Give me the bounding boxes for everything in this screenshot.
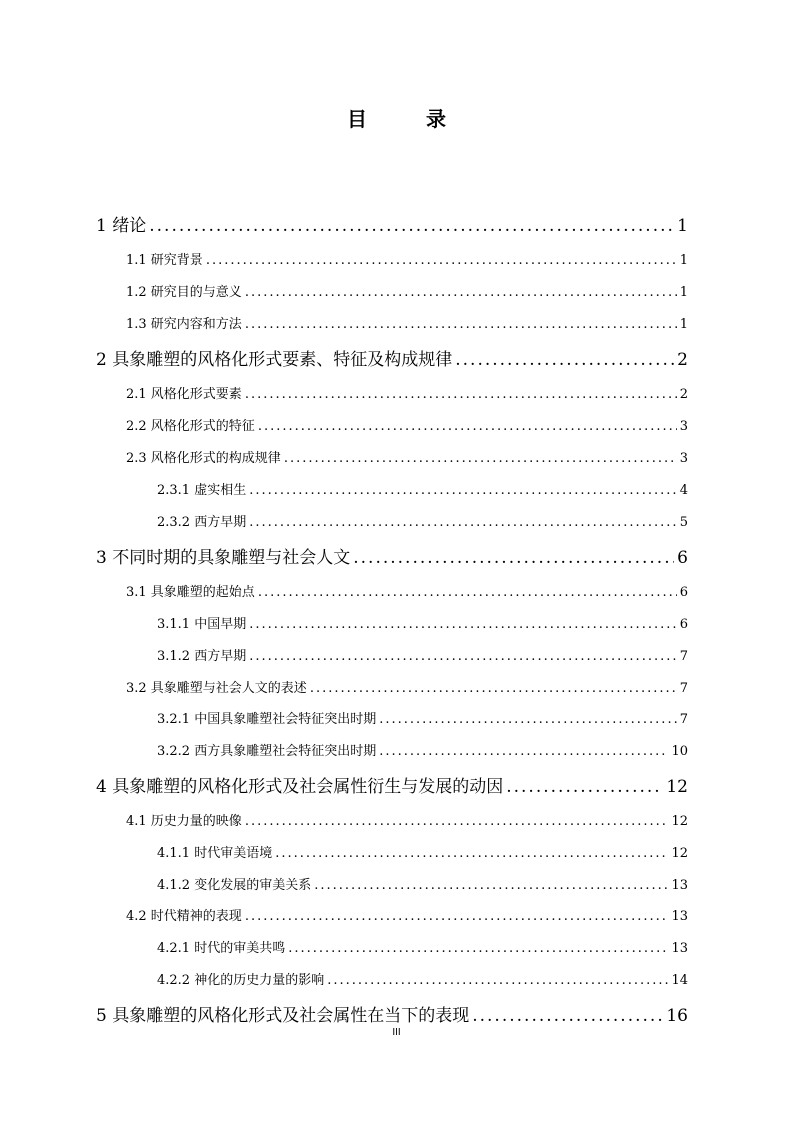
toc-entry-page: 12 xyxy=(671,814,688,829)
dot-leader xyxy=(249,649,677,664)
dot-leader xyxy=(310,681,677,696)
toc-entry[interactable] xyxy=(126,905,688,924)
toc-entry-label: 1.2 研究目的与意义 xyxy=(126,285,242,300)
page-number: III xyxy=(392,1027,401,1038)
toc-entry-page: 1 xyxy=(679,317,688,332)
dot-leader xyxy=(472,1006,663,1026)
toc-entry[interactable] xyxy=(96,543,688,568)
toc-entry-page: 7 xyxy=(679,681,688,696)
dot-leader xyxy=(455,350,674,370)
toc-entry-page: 2 xyxy=(679,387,688,402)
toc-entry-label: 4 具象雕塑的风格化形式及社会属性衍生与发展的动因 xyxy=(96,777,504,797)
toc-entry-page: 6 xyxy=(677,548,688,568)
toc-entry-page: 2 xyxy=(677,350,688,370)
toc-entry-page: 12 xyxy=(671,846,688,861)
toc-entry-label: 3.2 具象雕塑与社会人文的表述 xyxy=(126,681,307,696)
toc-entry-page: 1 xyxy=(677,216,688,236)
dot-leader xyxy=(245,387,677,402)
dot-leader xyxy=(249,483,677,498)
toc-entry[interactable] xyxy=(126,313,688,332)
toc-entry-label: 2.3.1 虚实相生 xyxy=(157,483,247,498)
toc-entry[interactable] xyxy=(96,1001,688,1026)
toc-entry-label: 4.1.2 变化发展的审美关系 xyxy=(157,878,312,893)
toc-entry-label: 2.2 风格化形式的特征 xyxy=(126,419,255,434)
page-title: 目 录 xyxy=(347,107,472,131)
dot-leader xyxy=(314,878,668,893)
toc-entry[interactable] xyxy=(126,581,688,600)
toc-entry[interactable] xyxy=(157,479,688,498)
toc-entry[interactable] xyxy=(157,874,688,893)
toc-entry-label: 1.1 研究背景 xyxy=(126,253,203,268)
dot-leader xyxy=(288,941,668,956)
dot-leader xyxy=(245,909,669,924)
toc-entry-page: 5 xyxy=(679,515,688,530)
toc-entry-label: 2.3.2 西方早期 xyxy=(157,515,247,530)
toc-entry-page: 13 xyxy=(671,878,688,893)
toc-entry-label: 4.2.2 神化的历史力量的影响 xyxy=(157,973,325,988)
toc-entry-page: 4 xyxy=(679,483,688,498)
toc-entry-label: 4.2.1 时代的审美共鸣 xyxy=(157,941,286,956)
toc-entry[interactable] xyxy=(157,613,688,632)
toc-entry-page: 13 xyxy=(671,909,688,924)
dot-leader xyxy=(327,973,668,988)
toc-entry-label: 5 具象雕塑的风格化形式及社会属性在当下的表现 xyxy=(96,1006,470,1026)
toc-entry[interactable] xyxy=(126,415,688,434)
dot-leader xyxy=(284,451,677,466)
toc-entry-page: 6 xyxy=(679,617,688,632)
dot-leader xyxy=(245,285,677,300)
toc-entry[interactable] xyxy=(126,383,688,402)
toc-entry-page: 13 xyxy=(671,941,688,956)
dot-leader xyxy=(206,253,677,268)
toc-entry-page: 3 xyxy=(679,419,688,434)
toc-entry[interactable] xyxy=(157,740,688,759)
dot-leader xyxy=(353,548,674,568)
toc-entry-label: 3.2.2 西方具象雕塑社会特征突出时期 xyxy=(157,744,377,759)
dot-leader xyxy=(245,814,669,829)
dot-leader xyxy=(245,317,677,332)
toc-entry-page: 1 xyxy=(679,285,688,300)
toc-entry-label: 2.1 风格化形式要素 xyxy=(126,387,242,402)
toc-entry-label: 4.2 时代精神的表现 xyxy=(126,909,242,924)
toc-entry[interactable] xyxy=(157,842,688,861)
toc-entry-page: 7 xyxy=(679,712,688,727)
dot-leader xyxy=(249,515,677,530)
toc-entry-label: 4.1.1 时代审美语境 xyxy=(157,846,273,861)
toc-entry-label: 1.3 研究内容和方法 xyxy=(126,317,242,332)
toc-entry[interactable] xyxy=(157,511,688,530)
toc-entry-label: 3 不同时期的具象雕塑与社会人文 xyxy=(96,548,351,568)
toc-entry[interactable] xyxy=(126,810,688,829)
toc-entry[interactable] xyxy=(96,772,688,797)
dot-leader xyxy=(379,744,668,759)
toc-entry[interactable] xyxy=(126,677,688,696)
toc-entry-label: 2.3 风格化形式的构成规律 xyxy=(126,451,281,466)
toc-entry[interactable] xyxy=(126,447,688,466)
toc-entry-page: 12 xyxy=(666,777,688,797)
dot-leader xyxy=(379,712,677,727)
toc-entry-label: 3.1.2 西方早期 xyxy=(157,649,247,664)
toc-entry[interactable] xyxy=(157,708,688,727)
toc-entry-label: 3.2.1 中国具象雕塑社会特征突出时期 xyxy=(157,712,377,727)
toc-entry-page: 16 xyxy=(666,1006,688,1026)
toc-entry[interactable] xyxy=(126,281,688,300)
toc-entry[interactable] xyxy=(126,249,688,268)
dot-leader xyxy=(275,846,668,861)
dot-leader xyxy=(258,419,677,434)
toc-entry[interactable] xyxy=(157,969,688,988)
dot-leader xyxy=(506,777,663,797)
toc-entry-label: 4.1 历史力量的映像 xyxy=(126,814,242,829)
dot-leader xyxy=(149,216,674,236)
dot-leader xyxy=(249,617,677,632)
toc-entry[interactable] xyxy=(96,345,688,370)
toc-entry[interactable] xyxy=(96,211,688,236)
toc-entry-page: 3 xyxy=(679,451,688,466)
toc-entry[interactable] xyxy=(157,937,688,956)
toc-entry-label: 2 具象雕塑的风格化形式要素、特征及构成规律 xyxy=(96,350,453,370)
dot-leader xyxy=(258,585,677,600)
toc-entry-page: 7 xyxy=(679,649,688,664)
toc-entry[interactable] xyxy=(157,645,688,664)
toc-entry-label: 3.1 具象雕塑的起始点 xyxy=(126,585,255,600)
toc-entry-page: 1 xyxy=(679,253,688,268)
toc-entry-page: 14 xyxy=(671,973,688,988)
toc-entry-page: 6 xyxy=(679,585,688,600)
toc-entry-label: 1 绪论 xyxy=(96,216,147,236)
toc-entry-page: 10 xyxy=(671,744,688,759)
toc-entry-label: 3.1.1 中国早期 xyxy=(157,617,247,632)
